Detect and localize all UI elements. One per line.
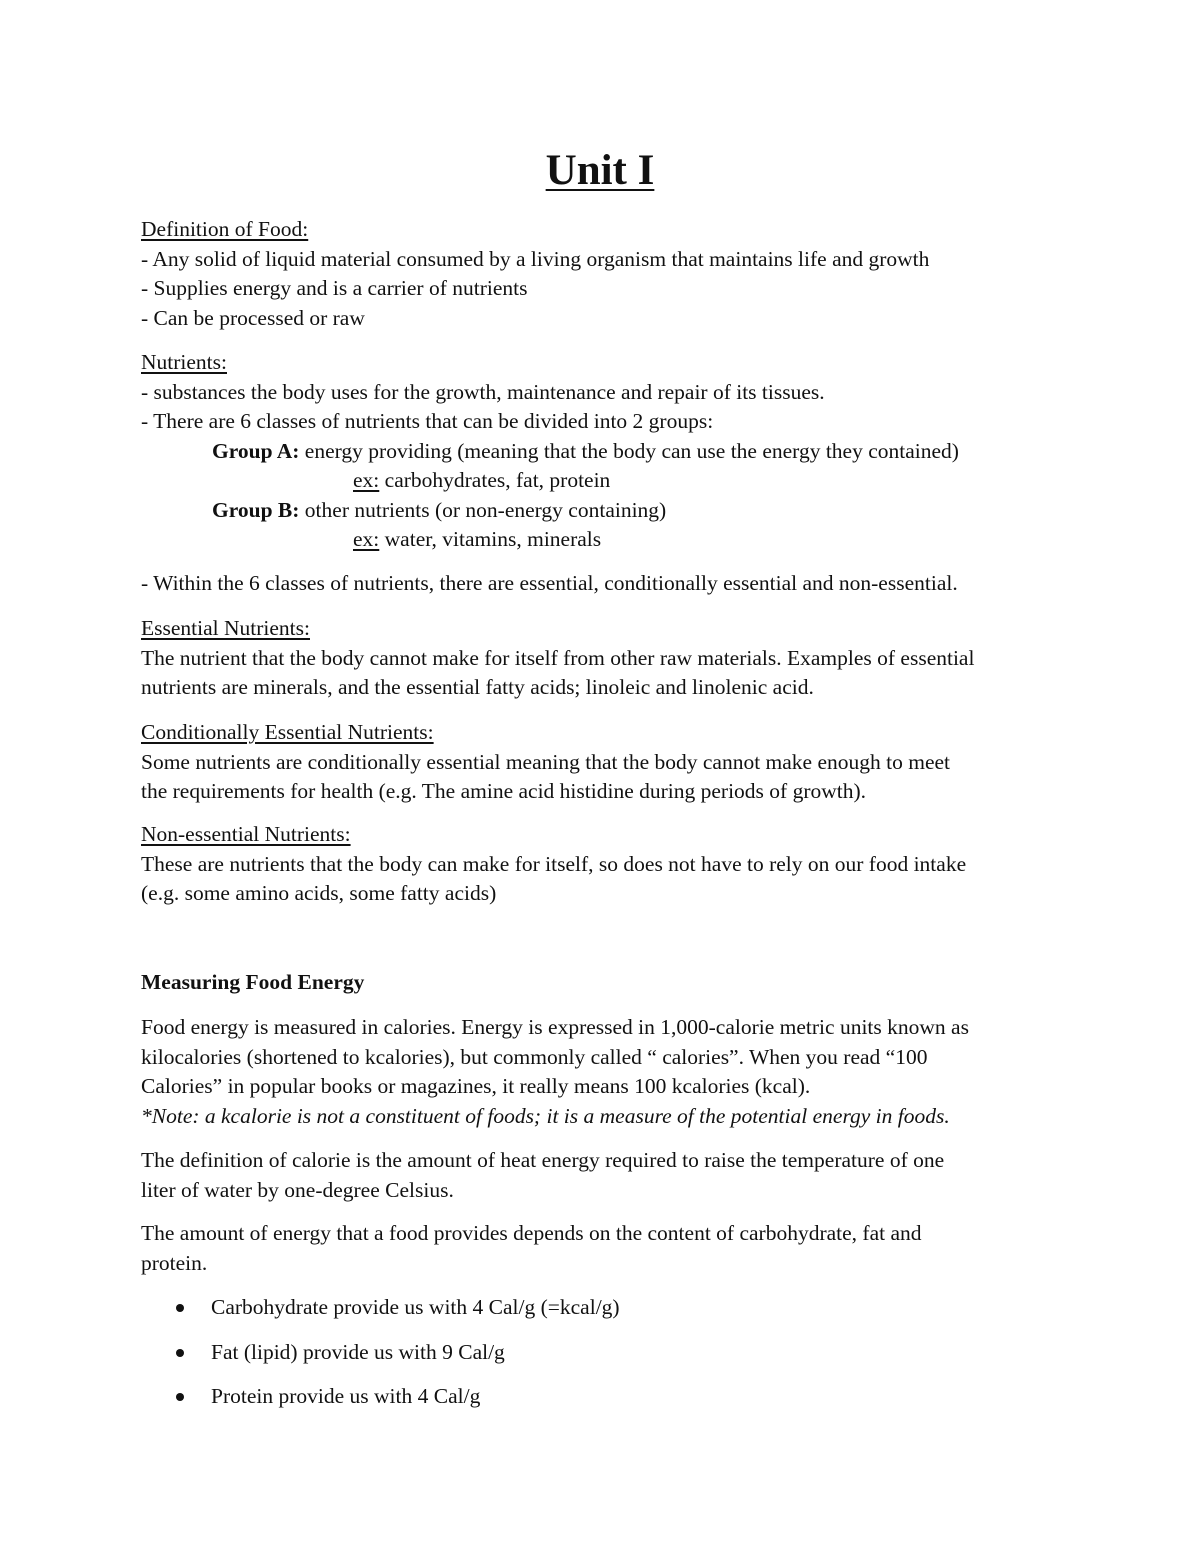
calorie-definition-text: liter of water by one-degree Celsius. [141, 1177, 454, 1202]
bullet-icon [176, 1393, 184, 1401]
conditionally-essential-section [141, 718, 1071, 807]
non-essential-text: (e.g. some amino acids, some fatty acids) [141, 881, 497, 905]
bullet-icon [176, 1304, 184, 1312]
non-essential-text: These are nutrients that the body can make for itself, so does not have to rely on our food intake [141, 851, 967, 876]
definition-item: - Can be processed or raw [141, 305, 365, 330]
group-a-text: energy providing (meaning that the body can use the energy they contained) [299, 438, 959, 463]
list-item [141, 1382, 1071, 1412]
bullet-text: Carbohydrate provide us with 4 Cal/g (=kcal/g) [211, 1295, 620, 1319]
measuring-paragraph-1 [141, 1013, 1071, 1131]
group-b-example [141, 525, 1071, 555]
essential-nutrients-section [141, 614, 1071, 703]
nutrients-section [141, 348, 1071, 555]
energy-bullet-list [141, 1293, 1071, 1412]
essential-nutrients-heading: Essential Nutrients: [141, 616, 310, 640]
nutrients-item: - substances the body uses for the growth, maintenance and repair of its tissues. [141, 379, 825, 404]
group-a-ex-text: carbohydrates, fat, protein [379, 468, 611, 492]
essential-nutrients-text: The nutrient that the body cannot make for itself from other raw materials. Examples of essential [141, 645, 975, 670]
group-a-example [141, 466, 1071, 496]
measuring-text: kilocalories (shortened to kcalories), but commonly called “ calories”. When you read “100 [141, 1044, 928, 1069]
group-b-label: Group B: [212, 497, 300, 522]
measuring-paragraph-3 [141, 1219, 1071, 1278]
group-b-line [141, 496, 1071, 526]
measuring-paragraph-2 [141, 1146, 1071, 1205]
nutrient-classes-note [141, 569, 1071, 599]
definition-item: - Any solid of liquid material consumed by a living organism that maintains life and growth [141, 246, 930, 271]
measuring-heading: Measuring Food Energy [141, 970, 365, 994]
measuring-text: Calories” in popular books or magazines, it really means 100 kcalories (kcal). [141, 1074, 811, 1098]
nutrients-item: - There are 6 classes of nutrients that can be divided into 2 groups: [141, 409, 714, 433]
energy-content-text: protein. [141, 1250, 208, 1275]
page-title: Unit I [545, 147, 655, 194]
kcalorie-note: *Note: a kcalorie is not a constituent of foods; it is a measure of the potential energy in foods. [141, 1103, 950, 1128]
essential-nutrients-text: nutrients are minerals, and the essential fatty acids; linoleic and linolenic acid. [141, 675, 814, 699]
list-item [141, 1293, 1071, 1323]
conditionally-essential-text: the requirements for health (e.g. The amine acid histidine during periods of growth). [141, 779, 867, 803]
group-b-ex-text: water, vitamins, minerals [379, 527, 602, 551]
measuring-food-energy-section [141, 968, 1071, 998]
group-a-label: Group A: [212, 438, 300, 463]
definition-item: - Supplies energy and is a carrier of nutrients [141, 276, 528, 300]
definition-of-food-section [141, 215, 1071, 333]
conditionally-essential-heading: Conditionally Essential Nutrients: [141, 720, 434, 744]
list-item [141, 1338, 1071, 1368]
bullet-text: Protein provide us with 4 Cal/g [211, 1384, 481, 1408]
measuring-text: Food energy is measured in calories. Energy is expressed in 1,000-calorie metric units known as [141, 1015, 969, 1039]
calorie-definition-text: The definition of calorie is the amount of heat energy required to raise the temperature of one [141, 1148, 945, 1172]
non-essential-section [141, 820, 1071, 909]
non-essential-heading: Non-essential Nutrients: [141, 822, 351, 846]
bullet-text: Fat (lipid) provide us with 9 Cal/g [211, 1339, 505, 1364]
group-b-text: other nutrients (or non-energy containing) [299, 497, 667, 522]
conditionally-essential-text: Some nutrients are conditionally essential meaning that the body cannot make enough to meet [141, 749, 951, 774]
definition-of-food-heading: Definition of Food: [141, 217, 309, 241]
nutrients-heading: Nutrients: [141, 350, 227, 374]
group-a-line [141, 437, 1071, 467]
energy-content-text: The amount of energy that a food provides depends on the content of carbohydrate, fat and [141, 1221, 922, 1245]
group-b-ex-label: ex: [353, 527, 380, 551]
bullet-icon [176, 1349, 184, 1357]
within-classes-text: - Within the 6 classes of nutrients, there are essential, conditionally essential and non-essential. [141, 571, 958, 595]
group-a-ex-label: ex: [353, 468, 380, 492]
